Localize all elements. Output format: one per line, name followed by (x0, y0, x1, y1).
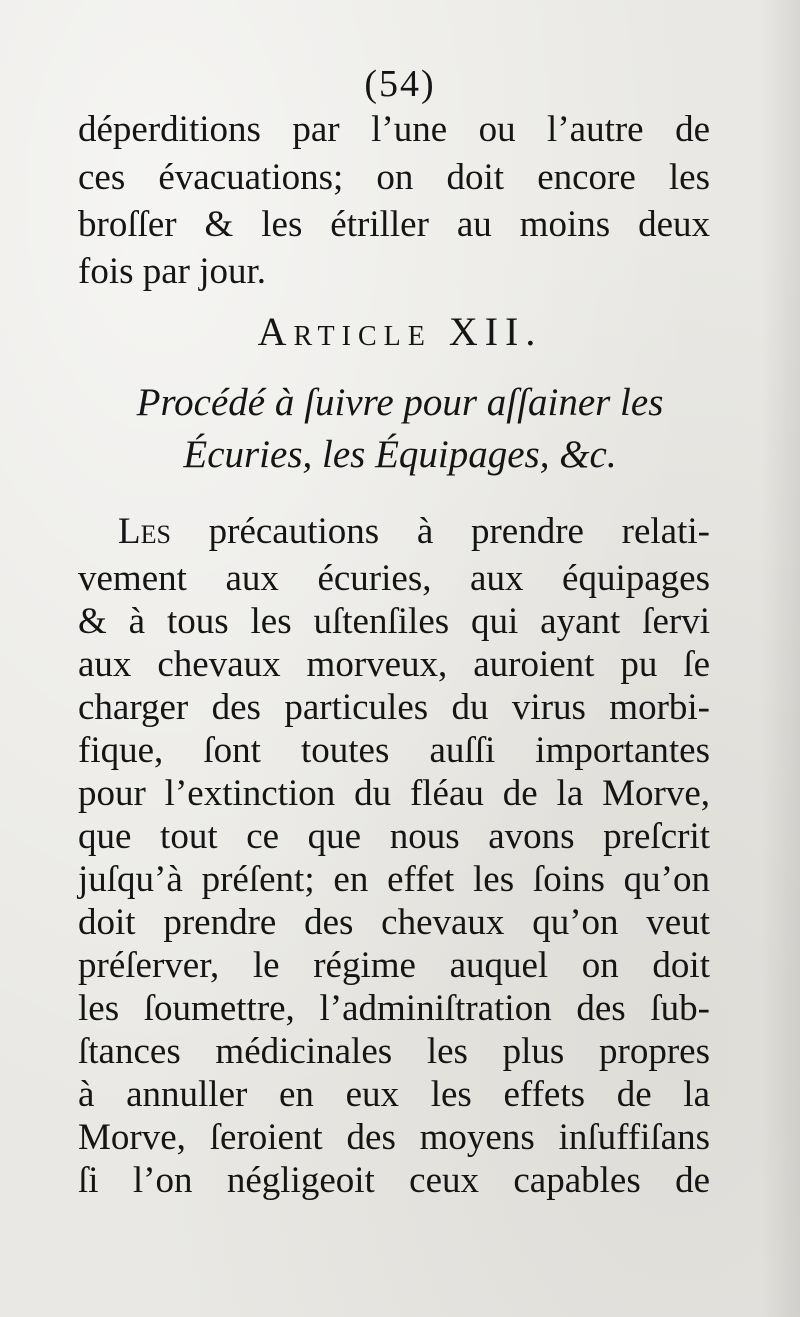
text-line: fique, ſont toutes auſſi importantes (78, 730, 710, 771)
text-line: ſtances médicinales les plus propres (78, 1031, 710, 1072)
text-line: juſqu’à préſent; en effet les ſoins qu’on (78, 859, 710, 900)
text-line: ces évacuations; on doit encore les (78, 157, 710, 198)
text-line: Morve, ſeroient des moyens inſuffiſans (78, 1117, 710, 1158)
page-number: (54) (364, 63, 436, 105)
section-subtitle: Procédé à ſuivre pour aſſainer les (136, 381, 664, 424)
section-subtitle: Écuries, les Équipages, &c. (183, 433, 617, 476)
text-line: ſi l’on négligeoit ceux capables de (78, 1160, 710, 1201)
article-heading: Article XII. (257, 309, 543, 354)
text-line: préſerver, le régime auquel on doit (78, 945, 710, 986)
text-line: fois par jour. (78, 251, 267, 292)
text-line: charger des particules du virus morbi- (78, 687, 710, 728)
page-edge-shadow (760, 0, 800, 1317)
paragraph-first-line-text: précautions à prendre relati- (208, 511, 710, 552)
text-line: à annuller en eux les effets de la (78, 1074, 710, 1115)
text-line: aux chevaux morveux, auroient pu ſe (78, 644, 710, 685)
text-line: que tout ce que nous avons preſcrit (78, 816, 710, 857)
paragraph-first-line (118, 510, 710, 553)
text-line: & à tous les uſtenſiles qui ayant ſervi (78, 601, 710, 642)
text-line: déperditions par l’une ou l’autre de (78, 109, 710, 150)
text-line: pour l’extinction du fléau de la Morve, (78, 773, 710, 814)
text-line: les ſoumettre, l’adminiſtration des ſub- (78, 988, 710, 1029)
text-line: broſſer & les étriller au moins deux (78, 204, 710, 245)
text-line: doit prendre des chevaux qu’on veut (78, 902, 710, 943)
paragraph-initial-word: Les (118, 511, 171, 552)
text-line: vement aux écuries, aux équipages (78, 558, 710, 599)
